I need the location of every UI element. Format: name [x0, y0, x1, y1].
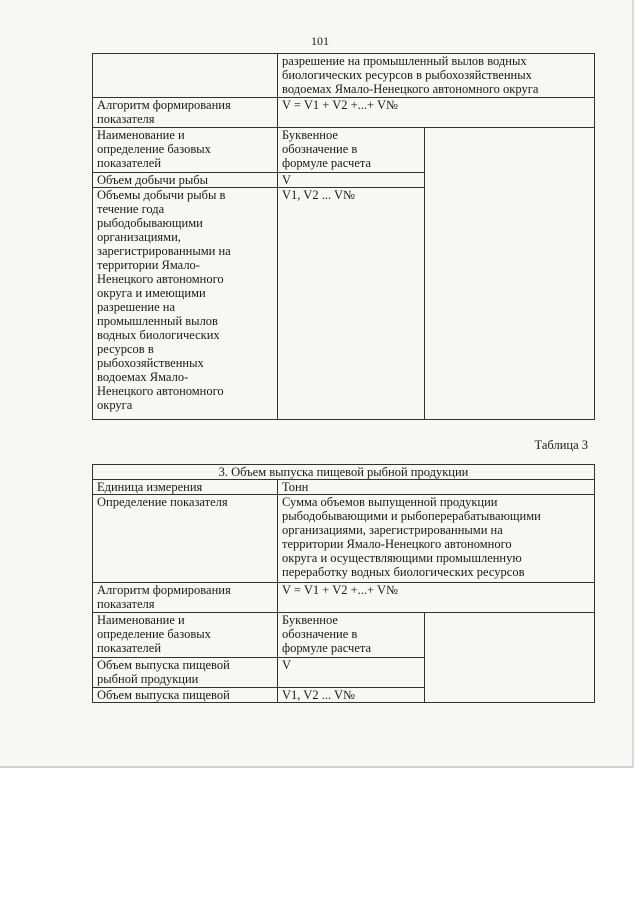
indicator-table-3: [92, 464, 595, 703]
page-number: 101: [311, 34, 329, 48]
base-indicators-label: Наименование и определение базовых показателей: [93, 613, 278, 658]
letter-designation-label: Буквенное обозначение в формуле расчета: [278, 128, 425, 173]
indicator-table-continued: [92, 53, 595, 420]
unit-label: Единица измерения: [93, 480, 278, 495]
table-caption: Таблица 3: [534, 438, 588, 452]
catch-volume-symbol: V: [278, 173, 425, 188]
output-volume-label: Объем выпуска пищевой рыбной продукции: [93, 658, 278, 688]
algorithm-formula: V = V1 + V2 +...+ V№: [278, 583, 595, 613]
table-row: [93, 128, 595, 173]
table-cell-empty: [425, 613, 595, 703]
catch-volume-label: Объем добычи рыбы: [93, 173, 278, 188]
table-row: [93, 480, 595, 495]
table-row: [93, 465, 595, 480]
definition-value: Сумма объемов выпущенной продукции рыбодобывающими и рыбоперерабатывающими организациями, зарегистрированными на территории Ямало-Ненецкого автономного округа и осуществляющими промышленную переработку водных биологических ресурсов: [278, 495, 595, 583]
algorithm-formula: V = V1 + V2 +...+ V№: [278, 98, 595, 128]
table-row: [93, 613, 595, 658]
table-cell-empty: [425, 128, 595, 420]
definition-label: Определение показателя: [93, 495, 278, 583]
output-volume-symbol: V: [278, 658, 425, 688]
output-detail-label: Объем выпуска пищевой: [93, 688, 278, 703]
intro-text-cell: разрешение на промышленный вылов водных биологических ресурсов в рыбохозяйственных водоемах Ямало-Ненецкого автономного округа: [278, 54, 595, 98]
table-row: [93, 495, 595, 583]
table-row: [93, 54, 595, 98]
table-cell-empty: [93, 54, 278, 98]
letter-designation-label: Буквенное обозначение в формуле расчета: [278, 613, 425, 658]
base-indicators-label: Наименование и определение базовых показателей: [93, 128, 278, 173]
table-title: 3. Объем выпуска пищевой рыбной продукции: [93, 465, 595, 480]
algorithm-label: Алгоритм формирования показателя: [93, 98, 278, 128]
catch-detail-symbols: V1, V2 ... V№: [278, 188, 425, 420]
output-detail-symbols: V1, V2 ... V№: [278, 688, 425, 703]
unit-value: Тонн: [278, 480, 595, 495]
table-row: [93, 583, 595, 613]
algorithm-label: Алгоритм формирования показателя: [93, 583, 278, 613]
catch-detail-label: Объемы добычи рыбы в течение года рыбодобывающими организациями, зарегистрированными на территории Ямало- Ненецкого автономного округа и имеющими разрешение на промышленный вылов водных биологических ресурсов в рыбохозяйственных водоемах Ямало- Ненецкого автономного округа: [93, 188, 278, 420]
table-row: [93, 98, 595, 128]
